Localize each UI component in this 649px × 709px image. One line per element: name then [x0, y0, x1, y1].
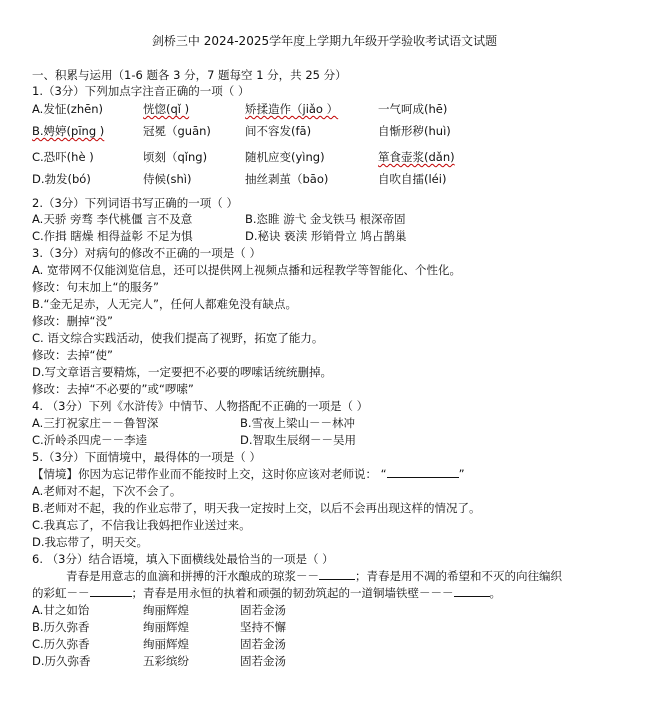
- q1-d-opt1: D.勃发(bó): [32, 172, 91, 186]
- q5-option: D.我忘带了，明天交。: [32, 535, 149, 549]
- q6-passage-text: 的彩虹－－: [32, 586, 90, 600]
- q3-line: 修改：句末加上“的服务”: [32, 280, 159, 294]
- q3-line: A. 宽带网不仅能浏览信息，还可以提供网上视频点播和远程教学等智能化、个性化。: [32, 263, 461, 277]
- q2-option-d: D.秘诀 亵渎 形销骨立 鸠占鹊巢: [245, 229, 407, 243]
- q3-line: 修改：去掉“使”: [32, 348, 113, 362]
- q5-option: C.我真忘了，不信我让我妈把作业送过来。: [32, 518, 251, 532]
- q5-context: [32, 467, 465, 481]
- q6-d-choice3: 固若金汤: [240, 654, 286, 668]
- q2-stem: 2.（3分）下列词语书写正确的一项（ ）: [32, 196, 238, 210]
- q1-a-opt1: A.发怔(zhēn): [32, 102, 103, 116]
- q5-answer-blank: [387, 467, 459, 478]
- q3-line: 修改：去掉“不必要的”或“啰嗦”: [32, 382, 194, 396]
- q5-option: B.老师对不起，我的作业忘带了，明天我一定按时上交，以后不会再出现这样的情况了。: [32, 501, 481, 515]
- q1-a-opt2: 恍惚(qǐ ): [143, 102, 190, 116]
- q6-passage-text: 。: [489, 586, 501, 600]
- q1-d-opt2: 侍候(shì): [143, 172, 192, 186]
- q1-c-opt3: 随机应变(yìng): [245, 150, 325, 164]
- q6-a-choice2: 绚丽辉煌: [143, 603, 189, 617]
- q6-b-choice1: B.历久弥香: [32, 620, 90, 634]
- q6-passage-line1: [66, 569, 562, 583]
- q1-c-opt2: 顷刻（qǐng): [143, 150, 208, 164]
- q5-option: A.老师对不起，下次不会了。: [32, 484, 182, 498]
- exam-title: 剑桥三中 2024-2025学年度上学期九年级开学验收考试语文试题: [151, 34, 498, 48]
- q6-d-choice1: D.历久弥香: [32, 654, 91, 668]
- q6-passage-text: ；青春是用永恒的执着和顽强的韧劲筑起的一道铜墙铁壁－－－: [131, 586, 454, 600]
- q4-option-c: C.沂岭杀四虎－－李逵: [32, 433, 148, 447]
- q1-c-opt1: C.恐吓(hè ): [32, 150, 94, 164]
- q2-option-b: B.恣睢 游弋 金戈铁马 根深帝固: [245, 212, 406, 226]
- q6-stem: 6. （3分）结合语境，填入下面横线处最恰当的一项是（ ）: [32, 552, 334, 566]
- q3-line: D.写文章语言要精炼，一定要把不必要的啰嗦话统统删掉。: [32, 365, 333, 379]
- section-heading: 一、积累与运用（1-6 题各 3 分，7 题每空 1 分，共 25 分）: [32, 68, 347, 82]
- q6-a-choice3: 固若金汤: [240, 603, 286, 617]
- q6-passage-text: ；青春是用不凋的希望和不灭的向往编织: [355, 569, 562, 583]
- q6-c-choice3: 固若金汤: [240, 637, 286, 651]
- q6-passage-line2: [32, 586, 501, 600]
- q6-c-choice1: C.历久弥香: [32, 637, 90, 651]
- q1-c-opt4: 箪食壶浆(dǎn): [378, 150, 455, 164]
- q1-b-opt4: 自惭形秽(huì): [378, 124, 451, 138]
- q6-b-choice3: 坚持不懈: [240, 620, 286, 634]
- q1-a-opt3: 矫揉造作（jiǎo ）: [245, 102, 339, 116]
- q1-a-opt4: 一气呵成(hē): [378, 102, 448, 116]
- q3-line: 修改：删掉“没”: [32, 314, 113, 328]
- q1-b-opt2: 冠冕（guān): [143, 124, 211, 138]
- q6-a-choice1: A.甘之如饴: [32, 603, 90, 617]
- q5-stem: 5.（3分）下面情境中，最得体的一项是（ ）: [32, 450, 261, 464]
- q3-line: B.“金无足赤，人无完人”，任何人都难免没有缺点。: [32, 297, 297, 311]
- q1-b-opt3: 间不容发(fā): [245, 124, 312, 138]
- q6-blank-2: [90, 586, 132, 597]
- q6-c-choice2: 绚丽辉煌: [143, 637, 189, 651]
- q6-passage-text: 青春是用意志的血滴和拼搏的汗水酿成的琼浆－－: [66, 569, 319, 583]
- q5-context-text: 【情境】你因为忘记带作业而不能按时上交，这时你应该对老师说： “: [32, 467, 387, 481]
- q1-d-opt4: 自吹自擂(léi): [378, 172, 447, 186]
- q4-option-a: A.三打祝家庄－－鲁智深: [32, 416, 159, 430]
- q4-option-d: D.智取生辰纲－－吴用: [240, 433, 357, 447]
- q6-d-choice2: 五彩缤纷: [143, 654, 189, 668]
- q2-option-a: A.天骄 旁骛 李代桃僵 言不及意: [32, 212, 193, 226]
- q6-blank-1: [319, 569, 355, 580]
- q4-stem: 4. （3分）下列《水浒传》中情节、人物搭配不正确的一项是（ ）: [32, 399, 369, 413]
- q3-line: C. 语文综合实践活动，使我们提高了视野，拓宽了能力。: [32, 331, 324, 345]
- q6-b-choice2: 绚丽辉煌: [143, 620, 189, 634]
- q5-context-close: ”: [458, 467, 465, 481]
- q1-b-opt1: B.娉婷(pīng ): [32, 124, 105, 138]
- q2-option-c: C.作揖 瞎燥 相得益彰 不足为惧: [32, 229, 193, 243]
- q6-blank-3: [454, 586, 490, 597]
- q1-stem: 1.（3分）下列加点字注音正确的一项（ ）: [32, 84, 250, 98]
- q1-d-opt3: 抽丝剥茧（bāo): [245, 172, 329, 186]
- q4-option-b: B.雪夜上梁山－－林冲: [240, 416, 356, 430]
- q3-stem: 3.（3分）对病句的修改不正确的一项是（ ）: [32, 246, 261, 260]
